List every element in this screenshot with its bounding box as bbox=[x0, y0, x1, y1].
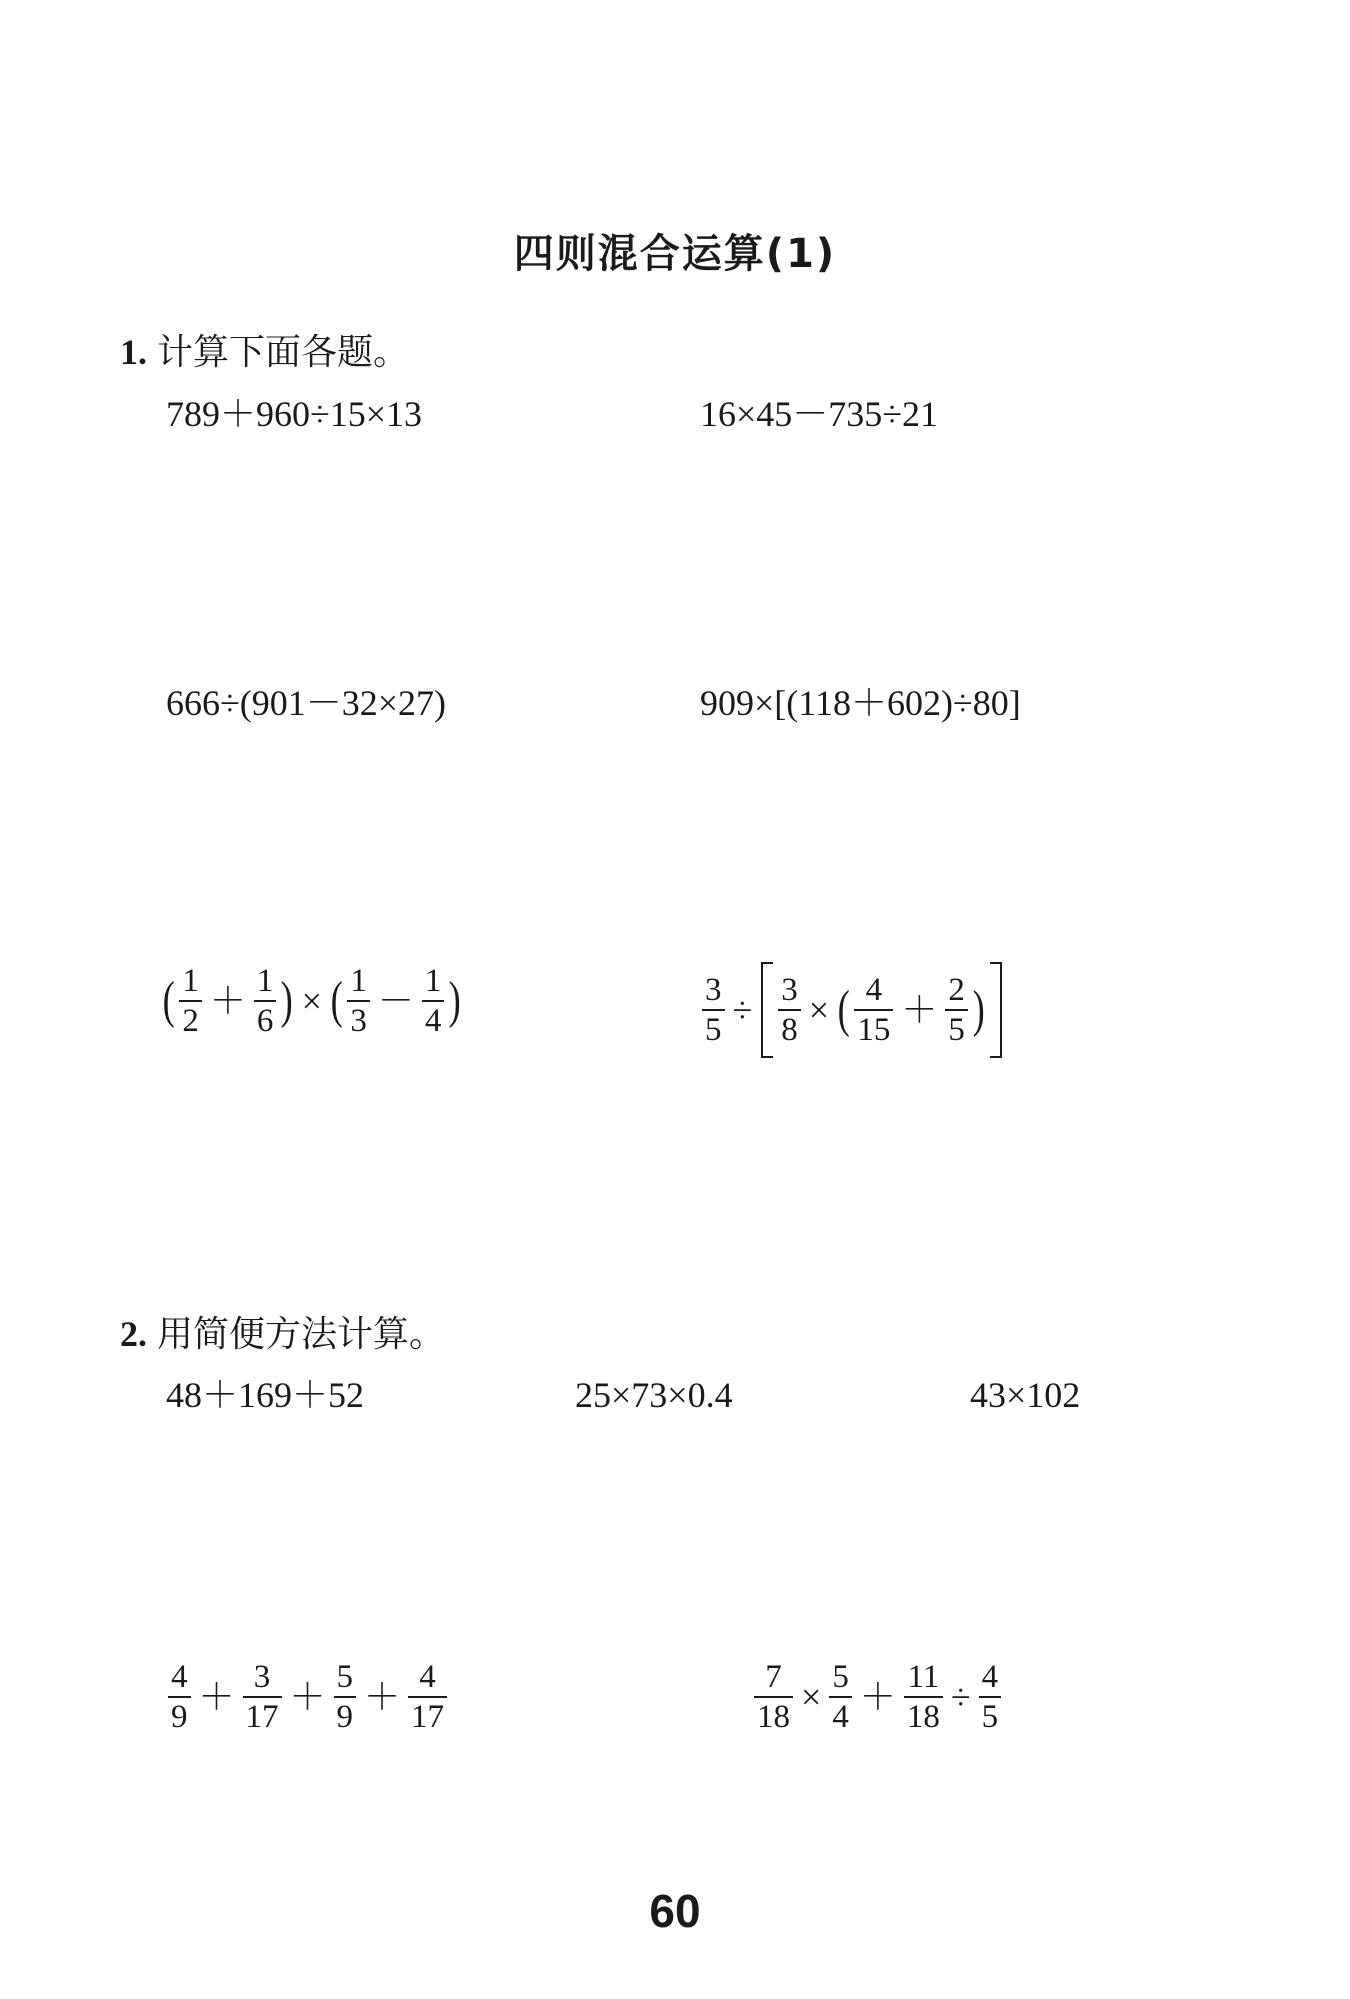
numerator: 3 bbox=[705, 972, 722, 1008]
problem-1-6 bbox=[700, 962, 1005, 1058]
denominator: 2 bbox=[182, 1003, 199, 1039]
problem-2-5 bbox=[752, 1658, 1003, 1736]
denominator: 18 bbox=[757, 1699, 790, 1735]
page-number: 60 bbox=[649, 1885, 701, 1937]
plus-sign: ＋ bbox=[859, 1677, 896, 1717]
left-paren: ( bbox=[330, 972, 343, 1029]
right-paren: ) bbox=[448, 972, 462, 1029]
problem-1-4: 909×[(118＋602)÷80] bbox=[700, 683, 1021, 723]
denominator: 5 bbox=[948, 1012, 965, 1048]
fraction bbox=[408, 1658, 447, 1736]
problem-1-5 bbox=[160, 962, 464, 1040]
fraction bbox=[945, 971, 968, 1049]
denominator: 9 bbox=[336, 1699, 354, 1735]
numerator: 3 bbox=[781, 972, 798, 1008]
denominator: 15 bbox=[857, 1012, 891, 1048]
numerator: 1 bbox=[350, 963, 367, 999]
numerator: 1 bbox=[256, 963, 274, 999]
numerator: 4 bbox=[865, 972, 883, 1008]
fraction bbox=[754, 1658, 793, 1736]
plus-sign: ＋ bbox=[198, 1677, 235, 1717]
left-square-bracket bbox=[761, 962, 773, 1058]
fraction bbox=[979, 1658, 1002, 1736]
numerator: 2 bbox=[948, 972, 965, 1008]
denominator: 17 bbox=[411, 1699, 445, 1735]
fraction bbox=[702, 971, 725, 1049]
denominator: 5 bbox=[705, 1012, 722, 1048]
problem-2-4 bbox=[166, 1658, 449, 1736]
fraction bbox=[422, 962, 445, 1040]
fraction bbox=[334, 1658, 357, 1736]
divide-sign: ÷ bbox=[950, 1677, 971, 1717]
numerator: 4 bbox=[419, 1659, 436, 1695]
section-1-heading bbox=[120, 324, 409, 375]
numerator: 1 bbox=[424, 963, 442, 999]
left-paren: ( bbox=[837, 981, 850, 1038]
denominator: 4 bbox=[424, 1003, 442, 1039]
section-2-heading bbox=[120, 1306, 445, 1357]
fraction bbox=[179, 962, 202, 1040]
problem-1-2: 16×45－735÷21 bbox=[700, 394, 939, 434]
right-square-bracket bbox=[990, 962, 1002, 1058]
problem-1-1: 789＋960÷15×13 bbox=[166, 394, 423, 434]
numerator: 11 bbox=[907, 1659, 940, 1695]
denominator: 3 bbox=[350, 1003, 367, 1039]
numerator: 7 bbox=[765, 1659, 782, 1695]
numerator: 3 bbox=[253, 1659, 271, 1695]
problem-1-3: 666÷(901－32×27) bbox=[166, 683, 447, 723]
plus-sign: ＋ bbox=[289, 1677, 326, 1717]
section-2-label: 用简便方法计算。 bbox=[157, 1314, 446, 1355]
problem-2-3: 43×102 bbox=[970, 1375, 1081, 1415]
fraction bbox=[347, 962, 370, 1040]
denominator: 5 bbox=[981, 1699, 999, 1735]
fraction bbox=[854, 971, 893, 1049]
minus-sign: － bbox=[377, 981, 414, 1021]
fraction bbox=[904, 1658, 943, 1736]
problem-2-1: 48＋169＋52 bbox=[166, 1375, 365, 1415]
numerator: 4 bbox=[171, 1659, 188, 1695]
fraction bbox=[168, 1658, 191, 1736]
times-sign: × bbox=[808, 990, 830, 1030]
fraction bbox=[778, 971, 801, 1049]
denominator: 8 bbox=[781, 1012, 798, 1048]
denominator: 6 bbox=[256, 1003, 274, 1039]
denominator: 9 bbox=[171, 1699, 188, 1735]
denominator: 4 bbox=[832, 1699, 849, 1735]
page-title: 四则混合运算(1) bbox=[513, 231, 837, 277]
section-1-number: 1. bbox=[120, 332, 147, 372]
divide-sign: ÷ bbox=[732, 990, 753, 1030]
fraction bbox=[254, 962, 277, 1040]
fraction bbox=[243, 1658, 282, 1736]
times-sign: × bbox=[301, 981, 322, 1021]
times-sign: × bbox=[801, 1677, 822, 1717]
problem-2-2: 25×73×0.4 bbox=[575, 1375, 733, 1415]
left-paren: ( bbox=[162, 972, 175, 1029]
plus-sign: ＋ bbox=[209, 981, 246, 1021]
numerator: 5 bbox=[336, 1659, 354, 1695]
denominator: 18 bbox=[906, 1699, 940, 1735]
right-paren: ) bbox=[280, 972, 294, 1029]
fraction bbox=[829, 1658, 852, 1736]
plus-sign: ＋ bbox=[364, 1677, 401, 1717]
numerator: 4 bbox=[981, 1659, 999, 1695]
section-2-number: 2. bbox=[120, 1314, 147, 1354]
numerator: 1 bbox=[182, 963, 199, 999]
plus-sign: ＋ bbox=[901, 990, 938, 1030]
denominator: 17 bbox=[245, 1699, 279, 1735]
numerator: 5 bbox=[832, 1659, 849, 1695]
section-1-label: 计算下面各题。 bbox=[157, 332, 410, 373]
right-paren: ) bbox=[972, 981, 985, 1038]
